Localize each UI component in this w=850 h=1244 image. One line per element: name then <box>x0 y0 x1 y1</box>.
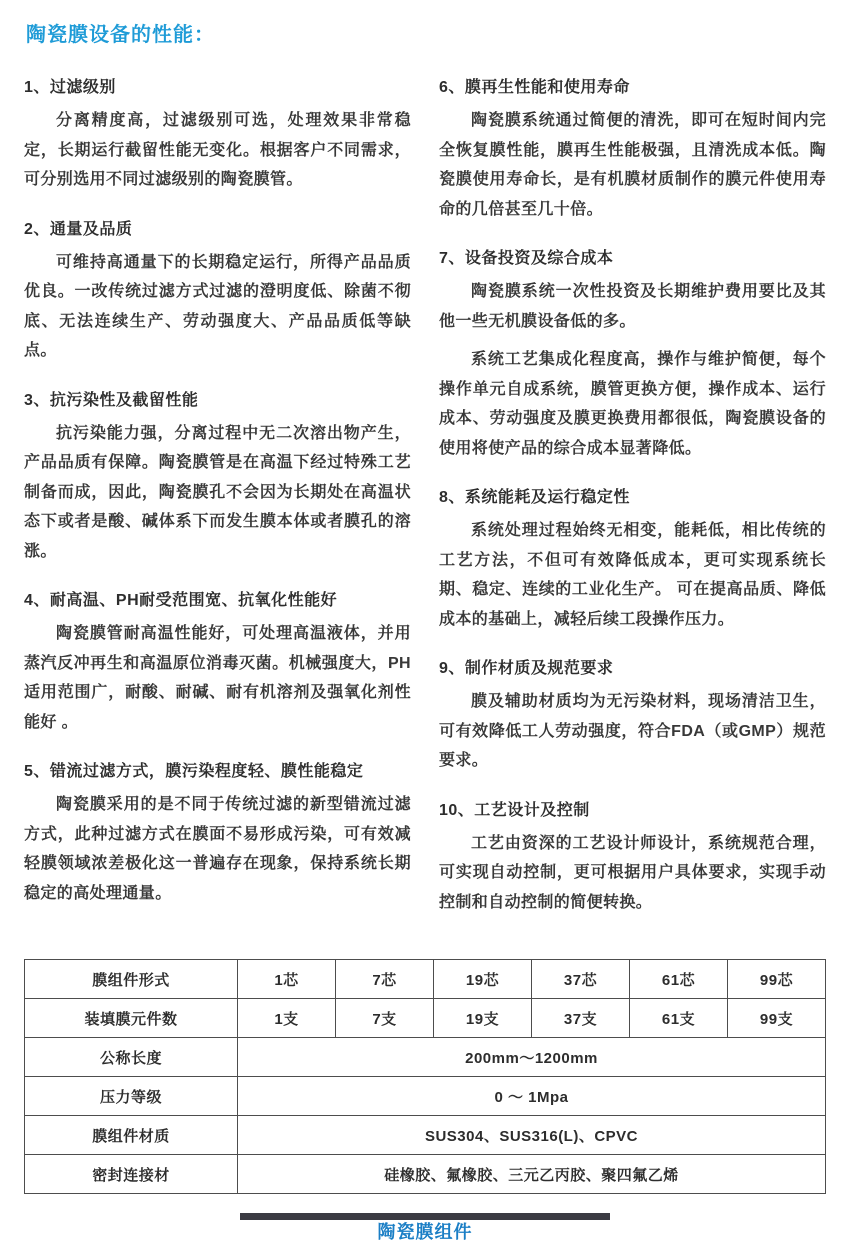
section-4 <box>24 587 411 737</box>
section-heading: 4、耐高温、PH耐受范围宽、抗氧化性能好 <box>24 592 338 609</box>
table-cell-merged: SUS304、SUS316(L)、CPVC <box>238 1116 826 1155</box>
section-paragraph: 工艺由资深的工艺设计师设计，系统规范合理，可实现自动控制，更可根据用户具体要求，实现手动控制和自动控制的简便转换。 <box>439 834 826 911</box>
row-label: 装填膜元件数 <box>25 999 238 1038</box>
section-heading: 3、抗污染性及截留性能 <box>24 391 199 409</box>
table-row-element-count <box>25 999 826 1038</box>
table-cell: 37芯 <box>532 960 630 999</box>
table-cell-merged: 硅橡胶、氟橡胶、三元乙丙胶、聚四氟乙烯 <box>238 1155 826 1194</box>
footer-heading: 陶瓷膜组件 <box>377 1222 473 1242</box>
section-8 <box>439 484 826 634</box>
section-heading: 1、过滤级别 <box>24 79 116 96</box>
section-heading: 2、通量及品质 <box>24 220 133 238</box>
table-cell: 19支 <box>434 999 532 1038</box>
row-label: 密封连接材 <box>25 1155 238 1194</box>
section-6 <box>439 74 826 224</box>
table-row-nominal-length <box>25 1038 826 1077</box>
section-paragraph: 抗污染能力强，分离过程中无二次溶出物产生，产品品质有保障。陶瓷膜管是在高温下经过特殊工艺制备而成，因此，陶瓷膜孔不会因为长期处在高温状态下或者是酸、碱体系下而发生膜本体或者膜孔的溶涨。 <box>24 424 411 560</box>
left-column <box>24 53 411 917</box>
table-row-pressure-rating <box>25 1077 826 1116</box>
table-cell-merged: 200mm～1200mm <box>238 1038 826 1077</box>
table-cell: 7支 <box>336 999 434 1038</box>
section-paragraph: 可维持高通量下的长期稳定运行，所得产品品质优良。一改传统过滤方式过滤的澄明度低、除菌不彻底、无法连续生产、劳动强度大、产品品质低等缺点。 <box>24 253 411 359</box>
right-column <box>439 53 826 917</box>
table-cell: 1芯 <box>238 960 336 999</box>
section-7 <box>439 245 826 463</box>
table-row-module-form <box>25 960 826 999</box>
section-heading: 10、工艺设计及控制 <box>439 801 590 819</box>
table-cell: 61芯 <box>630 960 728 999</box>
section-1 <box>24 74 411 195</box>
table-cell-merged: 0 ～ 1Mpa <box>238 1077 826 1116</box>
section-paragraph: 系统工艺集成化程度高，操作与维护简便，每个操作单元自成系统，膜管更换方便，操作成本、运行成本、劳动强度及膜更换费用都很低，陶瓷膜设备的使用将使产品的综合成本显著降低。 <box>439 351 826 457</box>
table-row-module-material <box>25 1116 826 1155</box>
table-cell: 19芯 <box>434 960 532 999</box>
section-10 <box>439 797 826 918</box>
section-3 <box>24 387 411 567</box>
cropped-image-top-edge <box>240 1213 610 1220</box>
section-5 <box>24 758 411 908</box>
table-cell: 99芯 <box>728 960 826 999</box>
section-paragraph: 陶瓷膜管耐高温性能好，可处理高温液体，并用蒸汽反冲再生和高温原位消毒灭菌。机械强度大，PH适用范围广，耐酸、耐碱、耐有机溶剂及强氧化剂性能好 。 <box>24 625 411 731</box>
section-paragraph: 膜及辅助材质均为无污染材料，现场清洁卫生，可有效降低工人劳动强度，符合FDA（或GMP）规范要求。 <box>439 693 826 769</box>
table-cell: 37支 <box>532 999 630 1038</box>
table-cell: 99支 <box>728 999 826 1038</box>
section-heading: 6、膜再生性能和使用寿命 <box>439 79 630 96</box>
spec-table <box>24 959 826 1194</box>
section-heading: 8、系统能耗及运行稳定性 <box>439 489 630 506</box>
section-heading: 9、制作材质及规范要求 <box>439 660 614 677</box>
two-column-layout <box>24 53 826 917</box>
section-2 <box>24 216 411 366</box>
section-heading: 7、设备投资及综合成本 <box>439 250 614 267</box>
table-cell: 7芯 <box>336 960 434 999</box>
section-paragraph: 陶瓷膜系统一次性投资及长期维护费用要比及其他一些无机膜设备低的多。 <box>439 283 826 330</box>
table-cell: 61支 <box>630 999 728 1038</box>
row-label: 公称长度 <box>25 1038 238 1077</box>
section-heading: 5、错流过滤方式，膜污染程度轻、膜性能稳定 <box>24 763 364 780</box>
section-paragraph: 陶瓷膜采用的是不同于传统过滤的新型错流过滤方式，此种过滤方式在膜面不易形成污染，可有效减轻膜领域浓差极化这一普遍存在现象，保持系统长期稳定的高处理通量。 <box>24 796 411 902</box>
page-title: 陶瓷膜设备的性能： <box>26 24 215 46</box>
row-label: 膜组件形式 <box>25 960 238 999</box>
row-label: 压力等级 <box>25 1077 238 1116</box>
table-row-seal-material <box>25 1155 826 1194</box>
row-label: 膜组件材质 <box>25 1116 238 1155</box>
section-9 <box>439 655 826 776</box>
section-paragraph: 系统处理过程始终无相变，能耗低，相比传统的工艺方法，不但可有效降低成本，更可实现系统长期、稳定、连续的工业化生产。 可在提高品质、降低成本的基础上，减轻后续工段操作压力。 <box>439 522 826 628</box>
section-paragraph: 陶瓷膜系统通过简便的清洗，即可在短时间内完全恢复膜性能，膜再生性能极强，且清洗成本低。陶瓷膜使用寿命长，是有机膜材质制作的膜元件使用寿命的几倍甚至几十倍。 <box>439 112 826 218</box>
table-cell: 1支 <box>238 999 336 1038</box>
section-paragraph: 分离精度高，过滤级别可选，处理效果非常稳定，长期运行截留性能无变化。根据客户不同需求，可分别选用不同过滤级别的陶瓷膜管。 <box>24 112 411 188</box>
